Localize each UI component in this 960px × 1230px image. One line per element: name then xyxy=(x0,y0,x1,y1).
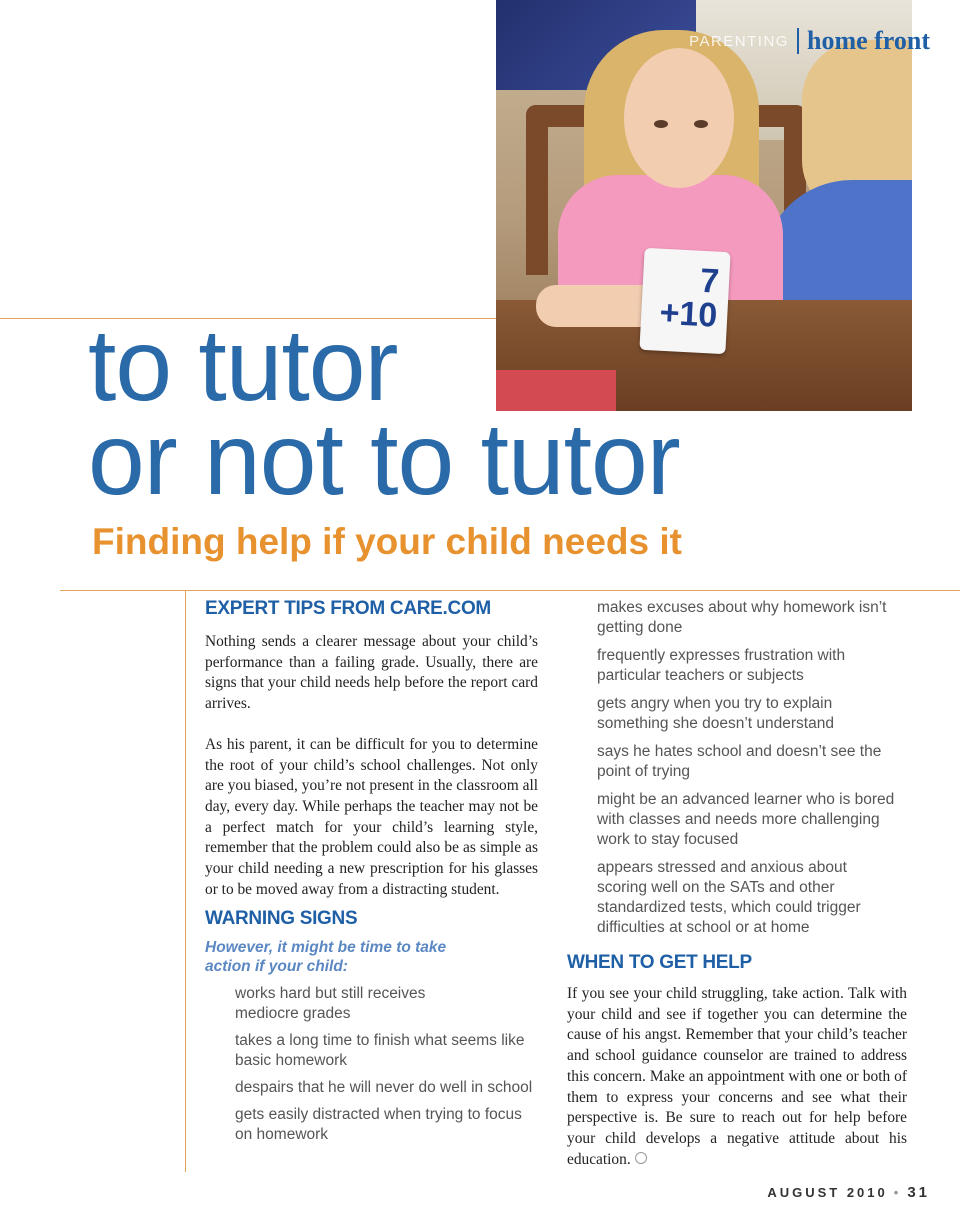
title-line-2: or not to tutor xyxy=(88,402,680,516)
when-to-get-help-heading: WHEN TO GET HELP xyxy=(567,952,752,973)
title-line-1: to tutor xyxy=(88,308,398,422)
list-item: makes excuses about why homework isn’t getting done xyxy=(597,599,887,636)
end-mark-icon xyxy=(635,1152,647,1164)
list-item: takes a long time to finish what seems like basic homework xyxy=(235,1032,525,1070)
section-divider xyxy=(797,28,799,54)
right-column xyxy=(567,598,907,1170)
flash-card-bottom: +10 xyxy=(658,293,719,335)
flash-card-top: 7 xyxy=(699,261,721,301)
list-item: might be an advanced learner who is bored with classes and needs more challenging work to stay focused xyxy=(597,791,895,848)
section-label: PARENTING xyxy=(689,32,789,50)
body-paragraph: Nothing sends a clearer message about your child’s performance than a failing grade. Usually, there are signs that your child needs help before the report card arrives. xyxy=(205,633,538,713)
section-header xyxy=(689,26,930,56)
expert-tips-heading: EXPERT TIPS FROM CARE.COM xyxy=(205,598,491,619)
body-paragraph xyxy=(567,984,907,1170)
list-item: frequently expresses frustration with particular teachers or subjects xyxy=(597,647,846,684)
issue-date: AUGUST 2010 xyxy=(767,1185,888,1200)
warning-signs-heading: WARNING SIGNS xyxy=(205,908,358,930)
list-item: gets angry when you try to explain something she doesn’t understand xyxy=(597,695,834,732)
page-number: 31 xyxy=(907,1184,930,1201)
list-item: says he hates school and doesn’t see the point of trying xyxy=(597,743,882,780)
page-folio xyxy=(767,1184,930,1201)
vertical-rule xyxy=(185,590,186,1172)
column-name: home front xyxy=(806,26,930,55)
bullet-separator: • xyxy=(893,1185,902,1200)
list-item: works hard but still receives mediocre grades xyxy=(235,985,426,1023)
list-item: appears stressed and anxious about scoring well on the SATs and other standardized tests, which could trigger difficulties at school or at home xyxy=(597,859,861,936)
help-paragraph: If you see your child struggling, take action. Talk with your child and see if together you can determine the cause of his angst. Remember that your child’s teacher and school guidance counselor are trained to address this concern. Make an appointment with one or both of them to express your concerns and see what their perspective is. Be sure to reach out for help before your child develops a negative attitude about his education. xyxy=(567,985,907,1168)
article-title xyxy=(88,308,680,516)
middle-rule xyxy=(60,590,960,591)
list-item: gets easily distracted when trying to focus on homework xyxy=(235,1106,522,1144)
body-paragraph: As his parent, it can be difficult for you to determine the root of your child’s school challenges. Not only are you biased, you’re not present in the classroom all day, every day. While perhaps the teacher may not be a perfect match for your child’s learning style, remember that the problem could also be as simple as your child needing a new prescription for his glasses or to be moved away from a distracting student. xyxy=(205,735,538,898)
article-subtitle: Finding help if your child needs it xyxy=(92,521,682,562)
warning-intro: However, it might be time to take action if your child: xyxy=(205,939,447,976)
left-column xyxy=(205,598,538,1152)
list-item: despairs that he will never do well in school xyxy=(235,1079,533,1097)
